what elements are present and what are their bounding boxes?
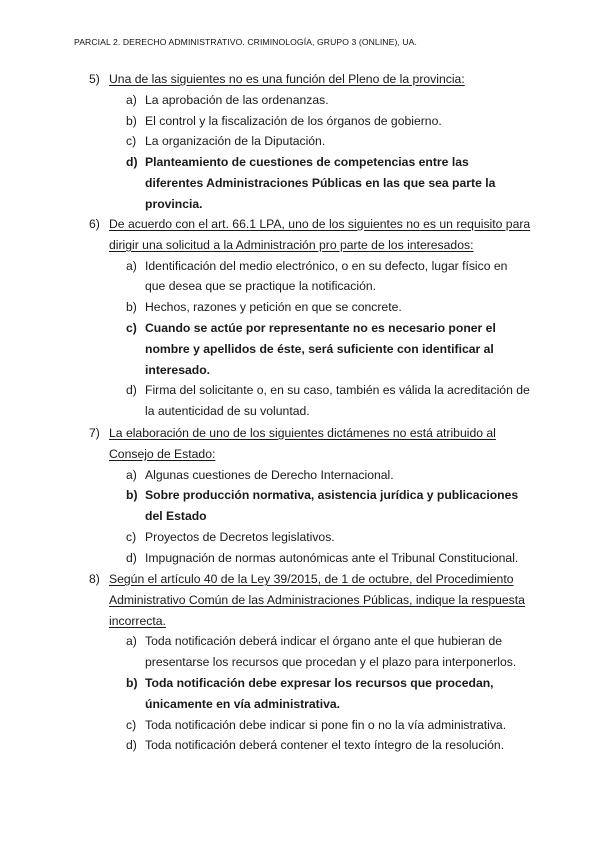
option-text: Planteamiento de cuestiones de competencias entre las diferentes Administraciones Públicas en las que sea parte la provincia. xyxy=(145,155,496,211)
option-text: Algunas cuestiones de Derecho Internacional. xyxy=(145,467,394,482)
option-letter: c) xyxy=(126,134,137,149)
option-b xyxy=(126,297,530,318)
options-list xyxy=(0,631,600,756)
question-number: 5) xyxy=(89,72,100,86)
option-letter: b) xyxy=(126,488,138,503)
option-text: Cuando se actúe por representante no es necesario poner el nombre y apellidos de éste, será suficiente con identificar al interesado. xyxy=(145,320,496,377)
options-list xyxy=(0,256,600,422)
option-text: Impugnación de normas autonómicas ante el Tribunal Constitucional. xyxy=(145,550,519,565)
question-text: Una de las siguientes no es una función del Pleno de la provincia: xyxy=(109,72,465,86)
option-c-correct xyxy=(126,318,517,380)
option-a xyxy=(126,90,530,111)
option-letter: a) xyxy=(126,634,137,649)
question-8 xyxy=(0,569,600,756)
option-text: Toda notificación deberá indicar el órgano ante el que hubieran de presentarse los recursos que procedan y el plazo para interponerlos. xyxy=(145,634,517,670)
question-number: 8) xyxy=(89,572,100,586)
option-letter: b) xyxy=(126,675,138,690)
option-a xyxy=(126,465,530,486)
option-letter: d) xyxy=(126,738,137,753)
question-number: 6) xyxy=(89,217,100,231)
option-c xyxy=(126,715,530,736)
option-text: Toda notificación debe indicar si pone fin o no la vía administrativa. xyxy=(145,717,507,732)
option-letter: b) xyxy=(126,113,137,128)
question-text: La elaboración de uno de los siguientes dictámenes no está atribuido al Consejo de Estado: xyxy=(109,426,496,461)
option-letter: c) xyxy=(126,320,137,335)
option-text: Proyectos de Decretos legislativos. xyxy=(145,529,335,544)
option-a xyxy=(126,256,515,298)
option-text: Sobre producción normativa, asistencia jurídica y publicaciones del Estado xyxy=(145,488,519,524)
option-text: Toda notificación deberá contener el texto íntegro de la resolución. xyxy=(145,738,505,753)
option-letter: c) xyxy=(126,529,137,544)
option-text: Identificación del medio electrónico, o en su defecto, lugar físico en que desea que se practique la notificación. xyxy=(145,258,508,294)
option-text: La aprobación de las ordenanzas. xyxy=(145,92,329,107)
option-b xyxy=(126,111,530,132)
question-7 xyxy=(0,423,600,569)
option-letter: c) xyxy=(126,717,137,732)
option-letter: d) xyxy=(126,383,137,398)
option-b-correct xyxy=(126,485,530,527)
option-text: El control y la fiscalización de los órganos de gobierno. xyxy=(145,113,442,128)
option-letter: b) xyxy=(126,300,137,315)
option-text: Toda notificación debe expresar los recursos que procedan, únicamente en vía administrativa. xyxy=(145,675,494,711)
document-header: PARCIAL 2. DERECHO ADMINISTRATIVO. CRIMINOLOGÍA, GRUPO 3 (ONLINE), UA. xyxy=(74,37,418,47)
question-5 xyxy=(0,69,600,215)
option-text: Hechos, razones y petición en que se concrete. xyxy=(145,300,402,315)
option-d xyxy=(126,548,530,569)
options-list xyxy=(0,465,600,569)
question-text: Según el artículo 40 de la Ley 39/2015, de 1 de octubre, del Procedimiento Administrativo Común de las Administraciones Públicas, indique la respuesta incorrecta. xyxy=(109,572,525,628)
option-d xyxy=(126,380,530,422)
option-d xyxy=(126,735,530,756)
question-text: De acuerdo con el art. 66.1 LPA, uno de los siguientes no es un requisito para dirigir una solicitud a la Administración pro parte de los interesados: xyxy=(109,217,531,252)
option-d-correct xyxy=(126,152,505,214)
question-number: 7) xyxy=(89,426,100,440)
option-c xyxy=(126,131,530,152)
option-c xyxy=(126,527,530,548)
option-a xyxy=(126,631,523,673)
option-b-correct xyxy=(126,673,510,715)
option-letter: d) xyxy=(126,155,138,170)
option-letter: a) xyxy=(126,258,137,273)
option-letter: a) xyxy=(126,467,137,482)
options-list xyxy=(0,90,600,215)
option-text: Firma del solicitante o, en su caso, también es válida la acreditación de la autenticidad de su voluntad. xyxy=(145,383,530,419)
option-text: La organización de la Diputación. xyxy=(145,134,326,149)
option-letter: d) xyxy=(126,550,137,565)
question-6 xyxy=(0,214,600,422)
option-letter: a) xyxy=(126,92,137,107)
